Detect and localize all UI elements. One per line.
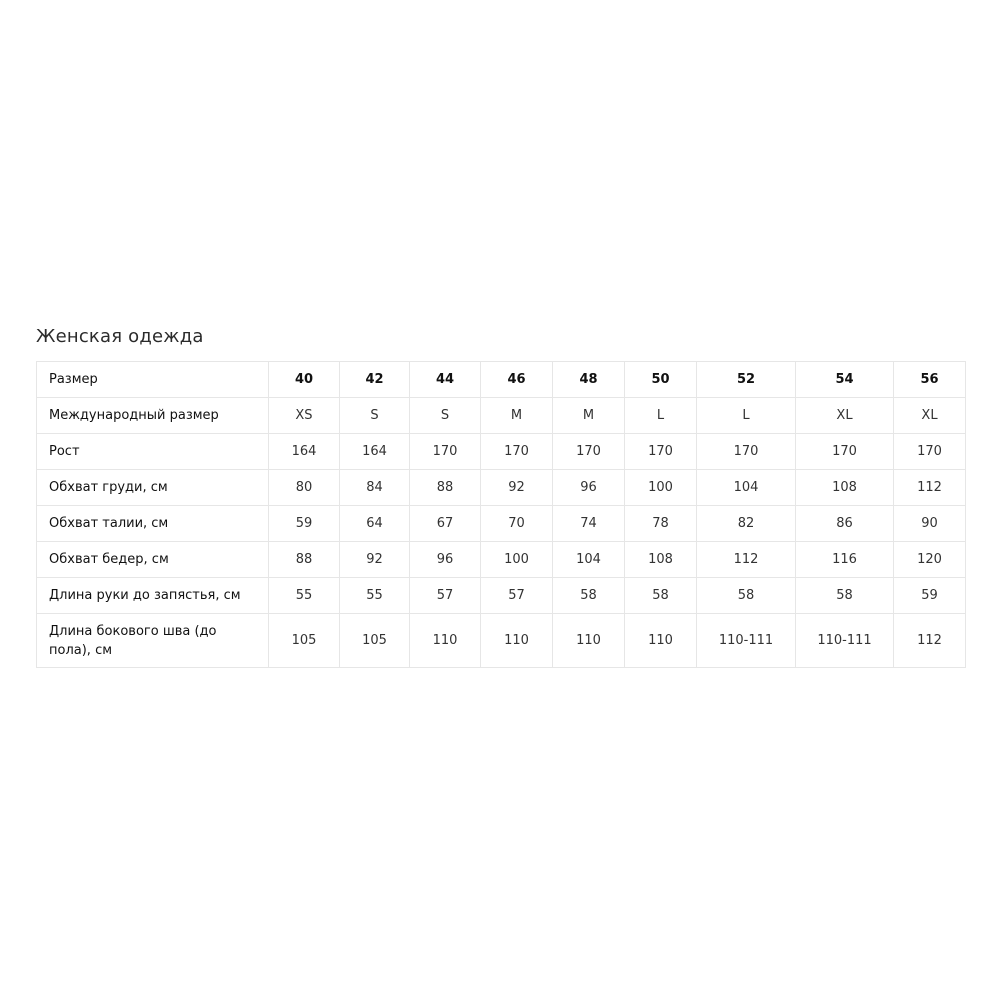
table-cell: 116 [796, 542, 894, 578]
table-row [37, 470, 966, 506]
table-cell: M [553, 398, 625, 434]
size-header-cell: 54 [796, 362, 894, 398]
table-cell: 82 [697, 506, 796, 542]
table-cell: 96 [410, 542, 481, 578]
table-cell: 120 [894, 542, 966, 578]
size-header-cell: 56 [894, 362, 966, 398]
table-cell: 110-111 [796, 614, 894, 668]
table-cell: 105 [269, 614, 340, 668]
table-row [37, 506, 966, 542]
table-cell: 170 [481, 434, 553, 470]
table-cell: 110 [481, 614, 553, 668]
table-cell: 170 [796, 434, 894, 470]
size-header-cell: 44 [410, 362, 481, 398]
size-header-cell: 42 [340, 362, 410, 398]
table-cell: 112 [697, 542, 796, 578]
table-cell: 74 [553, 506, 625, 542]
row-label: Рост [37, 434, 269, 470]
table-cell: 112 [894, 614, 966, 668]
table-cell: 108 [796, 470, 894, 506]
table-cell: 164 [340, 434, 410, 470]
table-cell: 57 [410, 578, 481, 614]
table-cell: 67 [410, 506, 481, 542]
size-header-cell: 40 [269, 362, 340, 398]
table-cell: 92 [340, 542, 410, 578]
size-header-cell: 48 [553, 362, 625, 398]
table-cell: 105 [340, 614, 410, 668]
table-cell: 100 [625, 470, 697, 506]
table-cell: 58 [625, 578, 697, 614]
table-cell: 90 [894, 506, 966, 542]
table-cell: 96 [553, 470, 625, 506]
table-cell: 57 [481, 578, 553, 614]
table-cell: 112 [894, 470, 966, 506]
table-cell: 86 [796, 506, 894, 542]
table-cell: 84 [340, 470, 410, 506]
size-header-cell: 52 [697, 362, 796, 398]
row-label: Обхват бедер, см [37, 542, 269, 578]
row-label: Международный размер [37, 398, 269, 434]
row-label: Обхват талии, см [37, 506, 269, 542]
table-cell: 59 [269, 506, 340, 542]
table-cell: 108 [625, 542, 697, 578]
table-row [37, 398, 966, 434]
table-cell: 170 [625, 434, 697, 470]
table-row [37, 614, 966, 668]
size-header-cell: 46 [481, 362, 553, 398]
table-cell: 80 [269, 470, 340, 506]
table-cell: 110 [410, 614, 481, 668]
table-cell: 88 [269, 542, 340, 578]
row-label: Длина руки до запястья, см [37, 578, 269, 614]
table-cell: 64 [340, 506, 410, 542]
table-cell: L [697, 398, 796, 434]
table-cell: 110 [553, 614, 625, 668]
table-cell: 58 [796, 578, 894, 614]
table-cell: 110-111 [697, 614, 796, 668]
table-cell: 100 [481, 542, 553, 578]
table-cell: 58 [553, 578, 625, 614]
table-cell: XS [269, 398, 340, 434]
table-cell: 110 [625, 614, 697, 668]
table-cell: 104 [697, 470, 796, 506]
table-header-row [37, 362, 966, 398]
table-cell: L [625, 398, 697, 434]
table-cell: 55 [269, 578, 340, 614]
table-cell: S [340, 398, 410, 434]
table-cell: 58 [697, 578, 796, 614]
table-row [37, 434, 966, 470]
table-cell: XL [796, 398, 894, 434]
table-cell: 104 [553, 542, 625, 578]
table-cell: 170 [410, 434, 481, 470]
table-cell: 164 [269, 434, 340, 470]
header-label: Размер [37, 362, 269, 398]
table-row [37, 578, 966, 614]
row-label: Обхват груди, см [37, 470, 269, 506]
table-cell: 55 [340, 578, 410, 614]
size-header-cell: 50 [625, 362, 697, 398]
table-cell: 78 [625, 506, 697, 542]
table-cell: XL [894, 398, 966, 434]
row-label: Длина бокового шва (до пола), см [37, 614, 269, 668]
table-cell: 59 [894, 578, 966, 614]
table-cell: S [410, 398, 481, 434]
page-title: Женская одежда [36, 326, 204, 347]
table-cell: 92 [481, 470, 553, 506]
table-cell: 170 [553, 434, 625, 470]
size-chart-table [36, 361, 966, 668]
table-cell: 170 [697, 434, 796, 470]
table-cell: 170 [894, 434, 966, 470]
table-row [37, 542, 966, 578]
table-cell: M [481, 398, 553, 434]
table-cell: 88 [410, 470, 481, 506]
table-cell: 70 [481, 506, 553, 542]
